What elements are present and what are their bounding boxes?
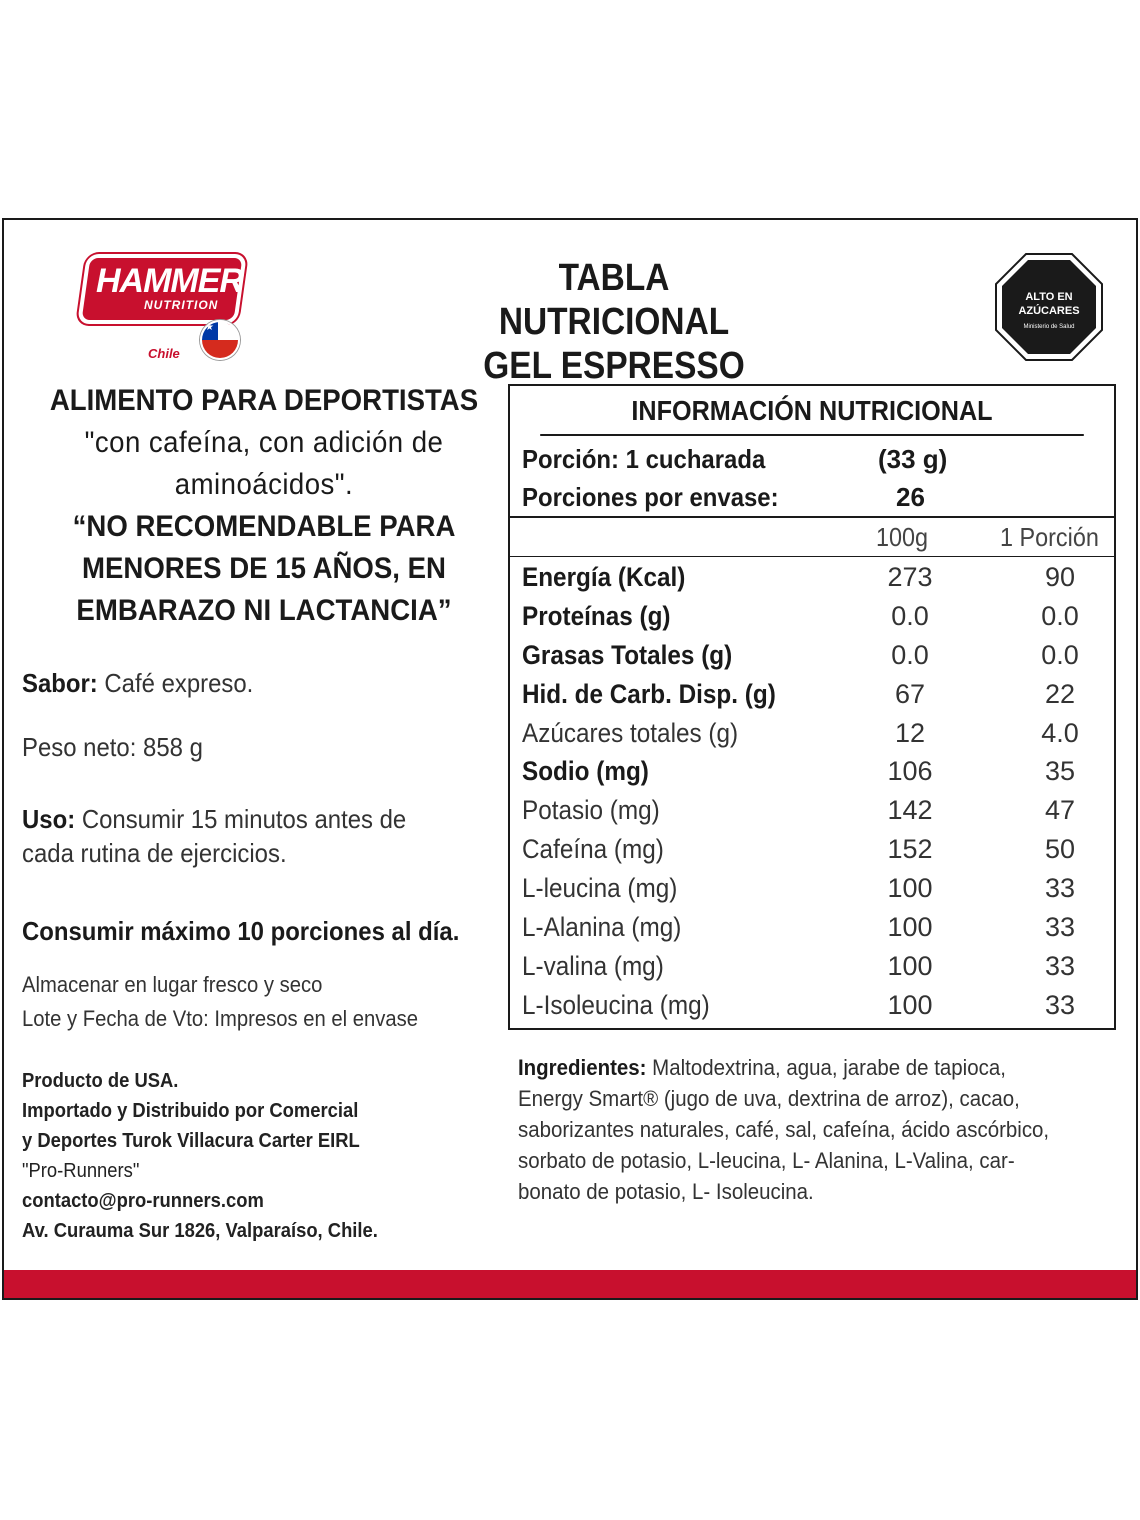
nutrient-name: Sodio (mg) [522, 756, 649, 786]
value-portion: 47 [1044, 795, 1076, 825]
value-portion: 0.0 [1041, 640, 1079, 670]
logo-wordmark: HAMMER [96, 262, 243, 300]
street-address: Av. Curauma Sur 1826, Valparaíso, Chile. [22, 1220, 378, 1242]
product-claim-1: "con cafeína, con adición de [84, 426, 444, 459]
table-row [510, 597, 1114, 636]
ingredients-line-3: saborizantes naturales, café, sal, cafeína, ácido ascórbico, [518, 1117, 1050, 1142]
value-100g: 273 [887, 562, 933, 592]
value-100g: 106 [887, 756, 933, 786]
flavor-label: Sabor: [22, 668, 98, 698]
table-row [510, 947, 1114, 986]
ingredients [518, 1052, 1076, 1207]
flavor-value: Café expreso. [104, 668, 254, 698]
nutrient-name: Energía (Kcal) [522, 562, 686, 592]
contact-email: contacto@pro-runners.com [22, 1190, 264, 1212]
nutrient-name: Cafeína (mg) [522, 834, 664, 864]
nutrient-name: L-valina (mg) [522, 951, 664, 981]
table-row [510, 752, 1114, 791]
chile-flag-icon: ★ [200, 320, 240, 360]
logo-country: Chile [148, 346, 180, 361]
advisory-line-3: EMBARAZO NI LACTANCIA” [76, 594, 452, 627]
warning-authority: Ministerio de Salud [1023, 324, 1075, 330]
serving-size-value: (33 g) [878, 444, 948, 474]
value-100g: 0.0 [891, 601, 929, 631]
value-portion: 33 [1044, 951, 1076, 981]
usage-value-2: cada rutina de ejercicios. [22, 838, 287, 868]
nutrient-name: L-Isoleucina (mg) [522, 990, 710, 1020]
nutrition-label [2, 218, 1138, 1300]
ingredients-line-1: Maltodextrina, agua, jarabe de tapioca, [652, 1055, 1006, 1080]
table-row [510, 675, 1114, 714]
hammer-nutrition-logo [86, 258, 246, 361]
footer-red-bar [4, 1270, 1136, 1298]
nutrient-name: Hid. de Carb. Disp. (g) [522, 679, 776, 709]
value-portion: 90 [1044, 562, 1076, 592]
table-row [510, 558, 1114, 597]
value-portion: 4.0 [1041, 718, 1079, 748]
value-100g: 12 [894, 718, 926, 748]
value-portion: 33 [1044, 990, 1076, 1020]
usage-label: Uso: [22, 804, 76, 834]
nutrient-name: L-leucina (mg) [522, 873, 678, 903]
value-100g: 100 [887, 951, 933, 981]
nutrient-name: Grasas Totales (g) [522, 640, 733, 670]
ingredients-line-5: bonato de potasio, L- Isoleucina. [518, 1179, 814, 1204]
value-100g: 152 [887, 834, 933, 864]
nutrient-name: Proteínas (g) [522, 601, 671, 631]
table-row [510, 869, 1114, 908]
divider [510, 556, 1114, 557]
storage-instructions: Almacenar en lugar fresco y seco [22, 972, 323, 997]
importer-line-2: y Deportes Turok Villacura Carter EIRL [22, 1130, 360, 1152]
advisory-line-1: “NO RECOMENDABLE PARA [72, 510, 456, 543]
high-sugar-warning-seal [994, 252, 1104, 362]
value-portion: 50 [1044, 834, 1076, 864]
ingredients-label: Ingredientes: [518, 1055, 647, 1080]
lot-info: Lote y Fecha de Vto: Impresos en el envase [22, 1006, 419, 1031]
value-100g: 100 [887, 873, 933, 903]
column-header-portion: 1 Porción [1000, 522, 1099, 552]
value-100g: 100 [887, 912, 933, 942]
title-line-1: TABLA NUTRICIONAL [498, 257, 730, 343]
product-description [43, 380, 485, 632]
flavor [22, 668, 253, 699]
usage [22, 804, 406, 835]
nutrient-name: Potasio (mg) [522, 795, 660, 825]
max-servings: Consumir máximo 10 porciones al día. [22, 916, 460, 946]
importer-address [22, 1066, 378, 1246]
table-title: INFORMACIÓN NUTRICIONAL [540, 386, 1084, 436]
page-title [447, 256, 781, 388]
serving-size-label: Porción: 1 cucharada [522, 444, 766, 474]
ingredients-line-4: sorbato de potasio, L-leucina, L- Alanina, L-Valina, car- [518, 1148, 1015, 1173]
advisory-line-2: MENORES DE 15 AÑOS, EN [81, 552, 446, 585]
table-row [510, 908, 1114, 947]
value-portion: 0.0 [1041, 601, 1079, 631]
usage-value-1: Consumir 15 minutos antes de [81, 804, 407, 834]
value-100g: 0.0 [891, 640, 929, 670]
table-row [510, 830, 1114, 869]
servings-per-container-value: 26 [896, 482, 925, 512]
origin: Producto de USA. [22, 1070, 179, 1092]
divider [510, 516, 1114, 518]
value-portion: 33 [1044, 873, 1076, 903]
warning-line-1: ALTO EN [1025, 291, 1073, 303]
importer-brand: "Pro-Runners" [22, 1160, 140, 1182]
nutrient-name: Azúcares totales (g) [522, 718, 739, 748]
ingredients-line-2: Energy Smart® (jugo de uva, dextrina de arroz), cacao, [518, 1086, 1020, 1111]
product-type: ALIMENTO PARA DEPORTISTAS [49, 384, 479, 417]
warning-text [994, 290, 1104, 318]
net-weight: Peso neto: 858 g [22, 732, 203, 762]
logo-subtitle: NUTRITION [144, 298, 219, 312]
nutrient-name: L-Alanina (mg) [522, 912, 682, 942]
value-100g: 142 [887, 795, 933, 825]
title-line-2: GEL ESPRESSO [483, 345, 745, 387]
product-claim-2: aminoácidos". [174, 468, 354, 501]
value-portion: 33 [1044, 912, 1076, 942]
nutrition-facts-table [508, 384, 1116, 1030]
table-row [510, 986, 1114, 1025]
table-row [510, 636, 1114, 675]
servings-per-container-label: Porciones por envase: [522, 482, 779, 512]
value-portion: 35 [1044, 756, 1076, 786]
table-row [510, 791, 1114, 830]
value-100g: 100 [887, 990, 933, 1020]
warning-line-2: AZÚCARES [1018, 305, 1080, 317]
value-100g: 67 [894, 679, 926, 709]
importer-line-1: Importado y Distribuido por Comercial [22, 1100, 359, 1122]
column-header-100g: 100g [876, 522, 929, 552]
table-row [510, 714, 1114, 753]
value-portion: 22 [1044, 679, 1076, 709]
